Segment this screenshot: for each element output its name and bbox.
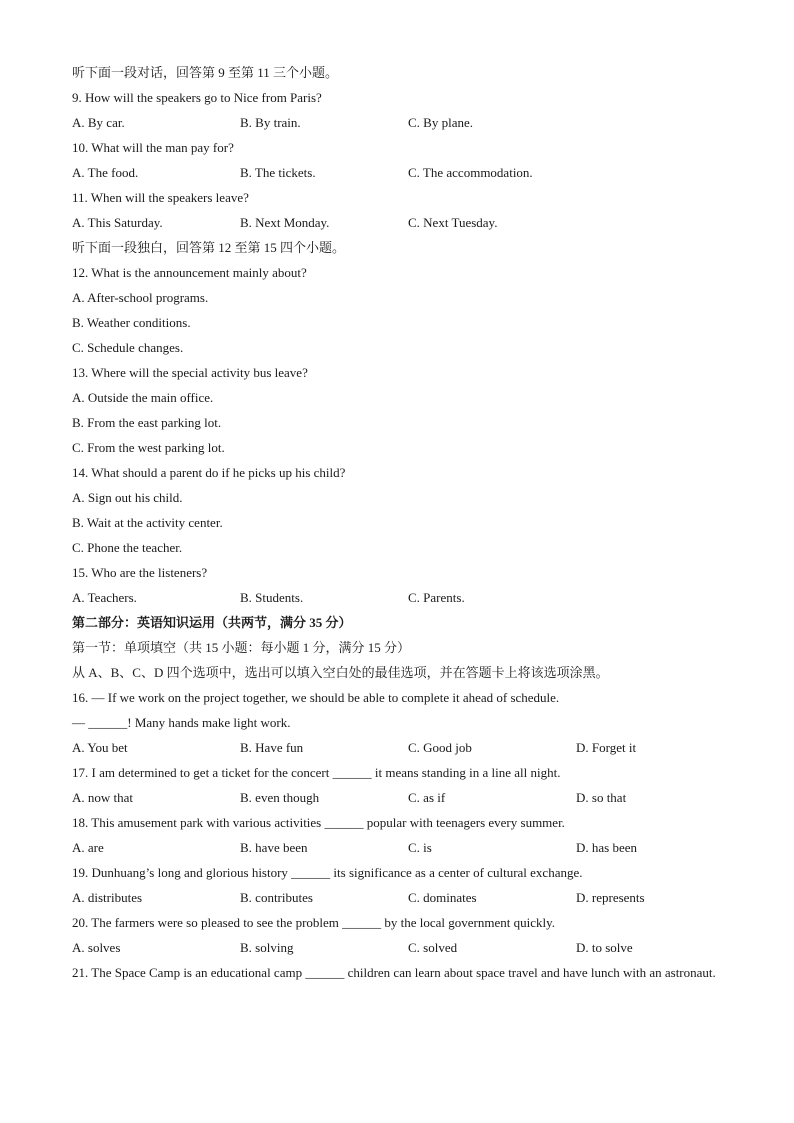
option-d: D. so that [576,790,627,805]
option-c: C. Parents. [408,590,465,605]
section-heading: 听下面一段对话，回答第 9 至第 11 三个小题。 [72,65,339,80]
option-b: B. Students. [240,590,304,605]
option-b: B. Have fun [240,740,304,755]
option-a: A. You bet [72,740,128,755]
question-stem: 13. Where will the special activity bus leave? [72,365,308,380]
question-stem: 11. When will the speakers leave? [72,190,249,205]
option-d: D. to solve [576,940,633,955]
option-a: A. solves [72,940,121,955]
option-d: D. has been [576,840,638,855]
option-a: A. Outside the main office. [72,390,214,405]
option-b: B. Next Monday. [240,215,330,230]
option-a: A. This Saturday. [72,215,163,230]
option-a: A. now that [72,790,134,805]
option-b: B. contributes [240,890,313,905]
option-a: A. The food. [72,165,139,180]
option-c: C. From the west parking lot. [72,440,225,455]
option-c: C. Next Tuesday. [408,215,498,230]
option-a: A. distributes [72,890,143,905]
question-stem-reply: — ______! Many hands make light work. [72,715,291,730]
option-c: C. The accommodation. [408,165,533,180]
question-stem: 14. What should a parent do if he picks up his child? [72,465,346,480]
option-a: A. Teachers. [72,590,137,605]
option-c: C. dominates [408,890,477,905]
question-stem: 12. What is the announcement mainly about? [72,265,307,280]
part-title: 第二部分：英语知识运用（共两节，满分 35 分） [72,615,352,630]
option-b: B. From the east parking lot. [72,415,222,430]
option-b: B. Wait at the activity center. [72,515,223,530]
question-stem: 10. What will the man pay for? [72,140,234,155]
option-a: A. After-school programs. [72,290,209,305]
section-heading: 听下面一段独白，回答第 12 至第 15 四个小题。 [72,240,346,255]
option-a: A. Sign out his child. [72,490,183,505]
option-c: C. By plane. [408,115,473,130]
option-c: C. is [408,840,432,855]
question-stem: 19. Dunhuang’s long and glorious history ______ its significance as a center of cultural exchange. [72,865,583,880]
instructions: 从 A、B、C、D 四个选项中，选出可以填入空白处的最佳选项，并在答题卡上将该选项涂黑。 [72,665,609,680]
option-b: B. By train. [240,115,301,130]
option-b: B. Weather conditions. [72,315,191,330]
question-stem: 15. Who are the listeners? [72,565,208,580]
option-b: B. even though [240,790,320,805]
question-stem: 18. This amusement park with various activities ______ popular with teenagers every summer. [72,815,565,830]
option-c: C. solved [408,940,458,955]
option-a: A. are [72,840,104,855]
option-a: A. By car. [72,115,125,130]
section-heading: 第一节：单项填空（共 15 小题：每小题 1 分，满分 15 分） [72,640,411,655]
question-stem: 16. — If we work on the project together, we should be able to complete it ahead of schedule. [72,690,560,705]
question-stem: 9. How will the speakers go to Nice from Paris? [72,90,322,105]
option-c: C. as if [408,790,446,805]
option-b: B. have been [240,840,308,855]
option-c: C. Good job [408,740,472,755]
option-b: B. solving [240,940,294,955]
option-b: B. The tickets. [240,165,316,180]
option-d: D. Forget it [576,740,637,755]
question-stem: 21. The Space Camp is an educational camp ______ children can learn about space travel and have lunch with an astronaut. [72,965,716,980]
question-stem: 17. I am determined to get a ticket for the concert ______ it means standing in a line all night. [72,765,561,780]
question-stem: 20. The farmers were so pleased to see the problem ______ by the local government quickly. [72,915,556,930]
option-c: C. Phone the teacher. [72,540,183,555]
option-c: C. Schedule changes. [72,340,184,355]
option-d: D. represents [576,890,645,905]
